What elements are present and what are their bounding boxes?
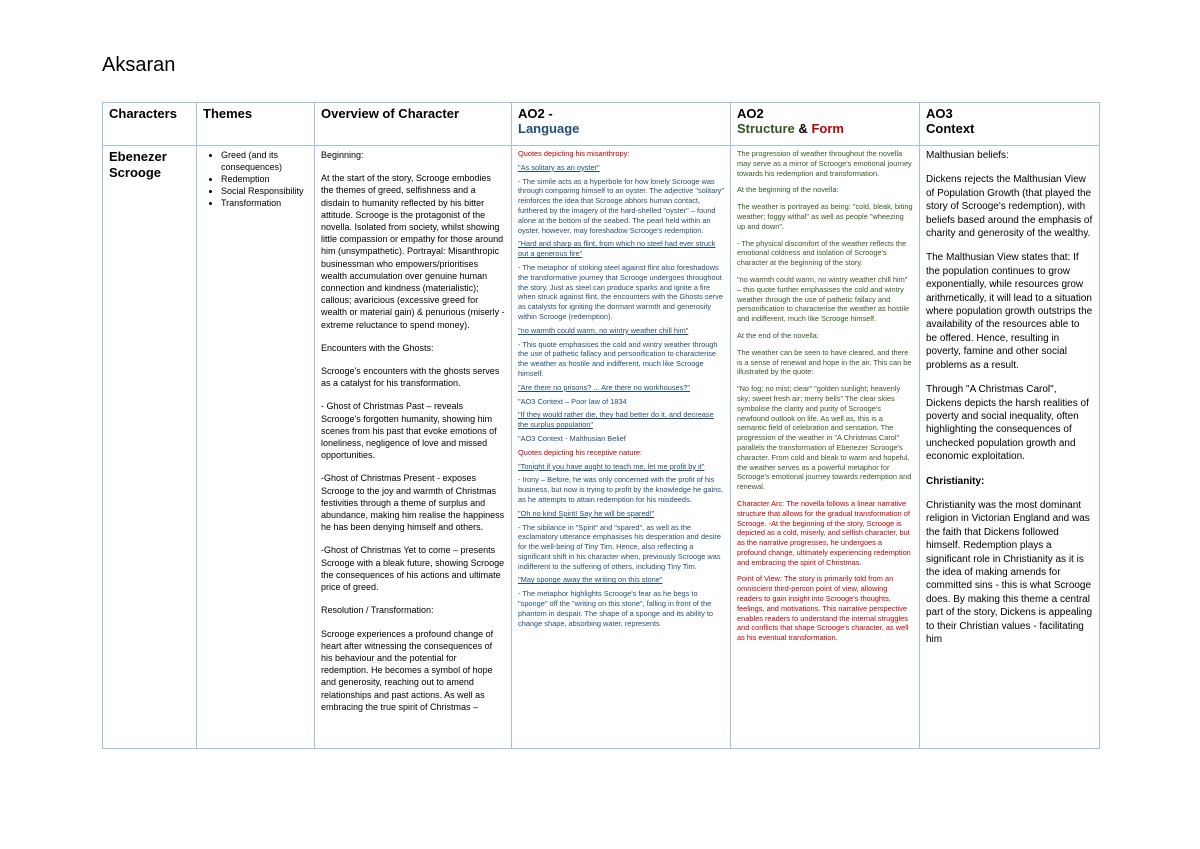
overview-paragraph: Encounters with the Ghosts:	[321, 342, 434, 353]
header-overview: Overview of Character	[315, 103, 512, 146]
quote-analysis: "AO3 Context – Poor law of 1834	[518, 396, 627, 406]
context-paragraph: Through "A Christmas Carol", Dickens depicts the harsh realities of poverty and social inequality, often highlighting the consequences of unchecked population growth and economic exploitation.	[926, 384, 1089, 463]
header-ao2-structure-code: AO2	[737, 106, 764, 121]
header-row	[103, 103, 1100, 146]
table-row	[103, 146, 1100, 749]
character-cell	[103, 146, 197, 749]
quote: "no warmth could warm, no wintry weather chill him"	[518, 325, 689, 335]
quote: "Hard and sharp as flint, from which no steel had ever struck out a generous fire"	[518, 239, 716, 259]
structure-paragraph: "No fog; no mist; clear" "golden sunlight; heavenly sky; sweet fresh air; merry bells" The clear skies symbolise the clarity and purity of Scrooge's newfound outlook on life. As well as, this is a semantic field of celebration and sensation. The progression of the weather in "A Christmas Carol" parallels the transformation of Ebenezer Scrooge's character. From cold and bleak to warm and hopeful, the weather serves as a powerful metaphor for Scrooge's emotional journey towards redemption and renewal.	[737, 384, 912, 492]
themes-list	[203, 149, 308, 209]
quote-analysis: - The metaphor of striking steel against flint also foreshadows the transformative journey that Scrooge undergoes throughout the story. Just as steel can produce sparks and ignite a fire when struck against flint, the encounters with the Ghosts serve as catalysts for igniting the dormant warmth and generosity within Scrooge (redemption).	[518, 262, 723, 321]
structure-paragraph: Character Arc: The novella follows a linear narrative structure that allows for the gradual transformation of Scrooge. -At the beginning of the story, Scrooge is depicted as a cold, miserly, and selfish character, but as the narrative progresses, he undergoes a profound change, ultimately experiencing redemption and embracing the spirit of Christmas.	[737, 498, 911, 567]
header-structure-label: Structure	[737, 121, 795, 136]
overview-cell	[315, 146, 512, 749]
overview-paragraph: Scrooge experiences a profound change of heart after witnessing the consequences of his behaviour and the potential for redemption. He becomes a symbol of hope and generosity, reaching out to amend relationships and past actions. As well as embracing the true spirit of Christmas –	[321, 628, 494, 712]
themes-cell	[197, 146, 315, 749]
context-paragraph: Christianity was the most dominant religion in Victorian England and was the faith that Dickens followed himself. Redemption plays a significant role in Christianity as it is the idea of making amends for committed sins - this is what Scrooge does. By making this theme a central part of the story, Dickens is appealing to their Christian values - facilitating him	[926, 499, 1093, 645]
context-heading: Malthusian beliefs:	[926, 150, 1009, 161]
list-item: • Redemption	[221, 173, 308, 185]
structure-paragraph: The weather can be seen to have cleared, and there is a sense of renewal and hope in the air. This can be illustrated by the quote:	[737, 347, 912, 377]
list-item: • Transformation	[221, 197, 308, 209]
structure-paragraph: Point of View: The story is primarily told from an omniscient third-person point of view, allowing readers to gain insight into Scrooge's thoughts, feelings, and motivations. This narrative perspective enables readers to understand the internal struggles and conflicts that shape Scrooge's character, as well as his eventual transformation.	[737, 574, 909, 643]
header-ao2-structure	[731, 103, 920, 146]
overview-paragraph: -Ghost of Christmas Present - exposes Scrooge to the joy and warmth of Christmas festivities through a theme of surplus and abundance, making him realise the happiness he has been denying himself and others.	[321, 473, 505, 533]
structure-paragraph: "no warmth could warm, no wintry weather chill him" – this quote further emphasises the cold and wintry weather through the use of pathetic fallacy and personification to characterise the weather as hostile and indifferent, much like Scrooge himself.	[737, 274, 910, 324]
quote: "Tonight if you have aught to teach me, let me profit by it"	[518, 461, 705, 471]
quote: "As solitary as an oyster"	[518, 162, 600, 172]
document-title: Aksaran	[102, 54, 176, 76]
header-structure-amp: &	[798, 121, 808, 136]
quote-analysis: - The metaphor highlights Scrooge's fear as he begs to "sponge" off the "writing on this stone", falling in front of the phantom in despair. The shape of a sponge and its ability to change shape, absorbing water, represents	[518, 589, 714, 628]
structure-paragraph: The weather is portrayed as being: "cold, bleak, biting weather; foggy withal" as well as people "wheezing up and down".	[737, 202, 913, 231]
quote-analysis: "AO3 Context - Malthusian Belief	[518, 433, 626, 443]
context-paragraph: The Malthusian View states that: If the population continues to grow exponentially, while resources grow arithmetically, it will lead to a situation where population growth outstrips the availability of the resources able to be offered. Hence, resulting in poverty, famine and other social problems as a result.	[926, 252, 1093, 371]
header-ao3	[920, 103, 1100, 146]
quotes-heading: Quotes depicting his misanthropy:	[518, 149, 630, 158]
list-item: • Greed (and its consequences)	[221, 149, 308, 173]
header-ao2-language	[512, 103, 731, 146]
quote-analysis: - This quote emphasises the cold and wintry weather through the use of pathetic fallacy and personification to characterise the weather as hostile and indifferent, much like Scrooge himself.	[518, 339, 718, 378]
structure-paragraph: At the beginning of the novella:	[737, 185, 839, 195]
character-name: Ebenezer Scrooge	[109, 149, 167, 180]
context-heading: Christianity:	[926, 475, 985, 487]
header-ao3-label: Context	[926, 121, 975, 136]
overview-paragraph: Beginning:	[321, 150, 364, 160]
quotes-heading: Quotes depicting his receptive nature:	[518, 447, 643, 457]
structure-paragraph: The progression of weather throughout the novella may serve as a mirror of Scrooge's emotional journey towards his redemption and transformation.	[737, 149, 912, 178]
list-item: • Social Responsibility	[221, 185, 308, 197]
quote: "May sponge away the writing on this stone"	[518, 575, 663, 585]
overview-paragraph: - Ghost of Christmas Past – reveals Scrooge's forgotten humanity, showing him scenes from his past that evoke emotions of loneliness, negligence of love and missed opportunities.	[321, 401, 497, 461]
context-paragraph: Dickens rejects the Malthusian View of Population Growth (that played the story of Scrooge's redemption), with beliefs based around the emphasis of charity and generosity of the wealthy.	[926, 174, 1093, 240]
structure-paragraph: At the end of the novella:	[737, 330, 819, 340]
header-themes: Themes	[197, 103, 315, 146]
quote: "Oh no kind Spirit! Say he will be spared!"	[518, 508, 655, 518]
overview-paragraph: Scrooge's encounters with the ghosts serves as a catalyst for his transformation.	[321, 366, 500, 389]
header-form-label: Form	[811, 121, 844, 136]
quote-analysis: - The sibilance in "Spirit" and "spared", as well as the exclamatory utterance emphasises his desperation and desire for the well-being of Tiny Tim. Hence, also reflecting a significant shift in his character when, previously Scrooge was indifferent to the suffering of others, including Tiny Tim.	[518, 522, 721, 571]
quote-analysis: - Irony – Before, he was only concerned with the profit of his business, but now is trying to profit by the knowledge he gains, as he attempts to attain redemption for his misdeeds.	[518, 475, 724, 504]
ao3-context-cell	[920, 146, 1100, 749]
character-analysis-table	[102, 102, 1100, 749]
header-ao2-language-code: AO2 -	[518, 106, 553, 121]
quote-analysis: - The simile acts as a hyperbole for how lonely Scrooge was through comparing himself to an oyster. The adjective "solitary" reinforces the idea that Scrooge abhors human contact, furthered by the imagery of the hard-shelled "oyster" – found alone at the bottom of the seabed. The pearl held within an oyster, however, may foreshadow Scrooge's redemption.	[518, 176, 724, 235]
header-ao2-language-label: Language	[518, 121, 580, 136]
structure-paragraph: - The physical discomfort of the weather reflects the emotional coldness and isolation of Scrooge's character at the beginning of the story.	[737, 238, 907, 268]
quote: "Are there no prisons? ... Are there no workhouses?"	[518, 382, 691, 392]
header-ao3-code: AO3	[926, 106, 953, 121]
ao2-language-cell	[512, 146, 731, 749]
header-characters: Characters	[103, 103, 197, 146]
overview-paragraph: -Ghost of Christmas Yet to come – presents Scrooge with a bleak future, showing Scrooge the consequences of his actions and ultimate price of greed.	[321, 545, 505, 593]
overview-paragraph: At the start of the story, Scrooge embodies the themes of greed, selfishness and a disdain to humanity reflected by his bitter attitude. Scrooge is the protagonist of the novella. Isolated from society, whilst showing little compassion or empathy for those around him (unsympathetic). Portrayal: Misanthropic businessman who empowers/prioritises wealth accumulation over genuine human connection and kindness (materialistic); callous; avaricious (excessive greed for wealth or material gain) & penurious (miserly - extreme reluctance to spend money).	[321, 173, 505, 330]
quote: "If they would rather die, they had better do it, and decrease the surplus population"	[518, 410, 714, 430]
overview-paragraph: Resolution / Transformation:	[321, 605, 434, 616]
ao2-structure-cell	[731, 146, 920, 749]
